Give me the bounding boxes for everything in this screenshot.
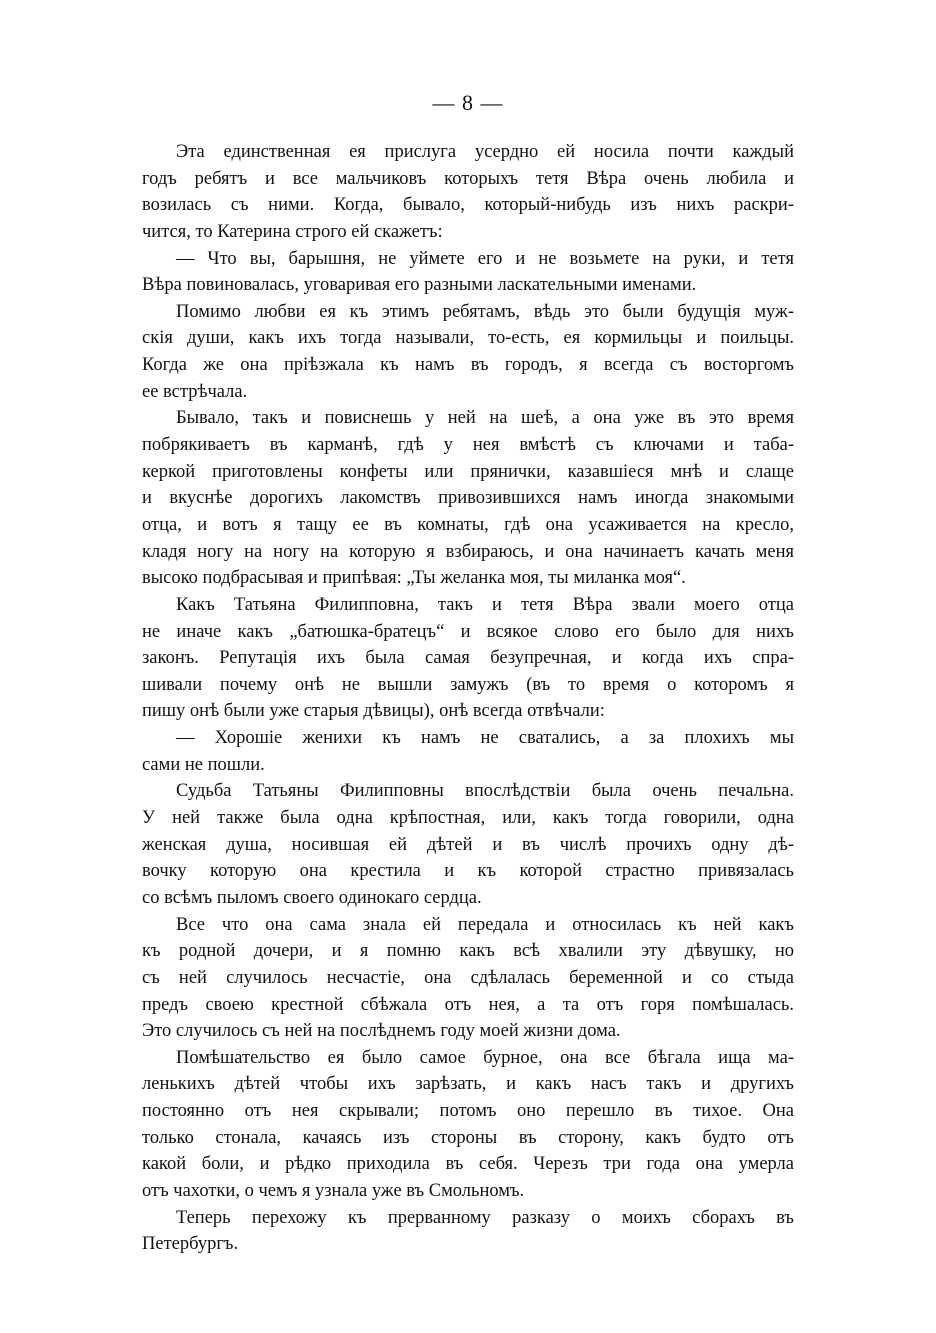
text-line: пишу онѣ были уже старыя дѣвицы), онѣ всегда отвѣчали: bbox=[142, 701, 605, 722]
text-line: Эта единственная ея прислуга усердно ей носила почти каждый bbox=[176, 142, 794, 162]
text-line: къ родной дочери, и я помню какъ всѣ хвалили эту дѣвушку, но bbox=[142, 941, 794, 962]
text-line: и вкуснѣе дорогихъ лакомствъ привозившихся намъ иногда знакомыми bbox=[142, 488, 794, 509]
text-line: Петербургъ. bbox=[142, 1234, 239, 1255]
text-line: возилась съ ними. Когда, бывало, который-нибудь изъ нихъ раскри- bbox=[142, 195, 794, 216]
text-line: Какъ Татьяна Филипповна, такъ и тетя Вѣра звали моего отца bbox=[176, 594, 794, 615]
text-line: Когда же она пріѣзжала къ намъ въ городъ, я всегда съ восторгомъ bbox=[142, 355, 794, 376]
text-line: — Что вы, барышня, не уймете его и не возьмете на руки, и тетя bbox=[176, 248, 794, 269]
text-line: вочку которую она крестила и къ которой страстно привязалась bbox=[142, 861, 794, 882]
text-line: только стонала, качаясь изъ стороны въ сторону, какъ будто отъ bbox=[142, 1127, 794, 1148]
text-line: Это случилось съ ней на послѣднемъ году моей жизни дома. bbox=[142, 1021, 621, 1042]
text-line: женская душа, носившая ей дѣтей и въ числѣ прочихъ одну дѣ- bbox=[142, 834, 794, 855]
text-line: годъ ребятъ и все мальчиковъ которыхъ тетя Вѣра очень любила и bbox=[142, 168, 794, 189]
text-line: Бывало, такъ и повиснешь у ней на шеѣ, а она уже въ это время bbox=[176, 408, 794, 429]
text-line: сами не пошли. bbox=[142, 754, 265, 775]
text-line: кладя ногу на ногу на которую я взбираюсь, и она начинаетъ качать меня bbox=[142, 541, 794, 562]
text-line: Теперь перехожу къ прерванному разказу о моихъ сборахъ въ bbox=[176, 1207, 794, 1228]
text-line: постоянно отъ нея скрывали; потомъ оно перешло въ тихое. Она bbox=[142, 1101, 794, 1122]
text-line: чится, то Катерина строго ей скажетъ: bbox=[142, 221, 443, 242]
text-line: ее встрѣчала. bbox=[142, 381, 248, 402]
text-line: Судьба Татьяны Филипповны впослѣдствіи была очень печальна. bbox=[176, 781, 794, 802]
text-line: ленькихъ дѣтей чтобы ихъ зарѣзать, и какъ насъ такъ и другихъ bbox=[142, 1074, 794, 1095]
text-line: Помѣшательство ея было самое бурное, она все бѣгала ища ма- bbox=[176, 1047, 794, 1068]
text-line: скія души, какъ ихъ тогда называли, то-есть, ея кормильцы и поильцы. bbox=[142, 328, 794, 349]
text-line: шивали почему онѣ не вышли замужъ (въ то время о которомъ я bbox=[142, 674, 794, 695]
text-line: со всѣмъ пыломъ своего одинокаго сердца. bbox=[142, 887, 482, 908]
text-line: Помимо любви ея къ этимъ ребятамъ, вѣдь это были будущія муж- bbox=[176, 301, 794, 322]
text-line: законъ. Репутація ихъ была самая безупречная, и когда ихъ спра- bbox=[142, 648, 794, 669]
text-line: съ ней случилось несчастіе, она сдѣлалась беременной и со стыда bbox=[142, 967, 794, 988]
text-line: У ней также была одна крѣпостная, или, какъ тогда говорили, одна bbox=[142, 808, 794, 829]
text-line: Вѣра повиновалась, уговаривая его разными ласкательными именами. bbox=[142, 275, 697, 296]
text-line: высоко подбрасывая и припѣвая: „Ты желанка моя, ты миланка моя“. bbox=[142, 568, 686, 589]
text-line: Все что она сама знала ей передала и относилась къ ней какъ bbox=[176, 914, 794, 935]
text-line: отъ чахотки, о чемъ я узнала уже въ Смольномъ. bbox=[142, 1180, 525, 1201]
page-number: — 8 — bbox=[432, 90, 504, 115]
text-line: какой боли, и рѣдко приходила въ себя. Черезъ три года она умерла bbox=[142, 1154, 794, 1175]
text-line: побрякиваетъ въ карманѣ, гдѣ у нея вмѣстѣ съ ключами и таба- bbox=[142, 435, 794, 456]
text-line: предъ своею крестной сбѣжала отъ нея, а та отъ горя помѣшалась. bbox=[142, 994, 794, 1015]
body-text bbox=[142, 139, 794, 1258]
text-line: не иначе какъ „батюшка-братецъ“ и всякое слово его было для нихъ bbox=[142, 621, 794, 642]
text-line: — Хорошіе женихи къ намъ не сватались, а за плохихъ мы bbox=[176, 728, 794, 749]
text-line: керкой приготовлены конфеты или прянички, казавшіеся мнѣ и слаще bbox=[142, 461, 794, 482]
text-line: отца, и вотъ я тащу ее въ комнаты, гдѣ она усаживается на кресло, bbox=[142, 514, 794, 535]
